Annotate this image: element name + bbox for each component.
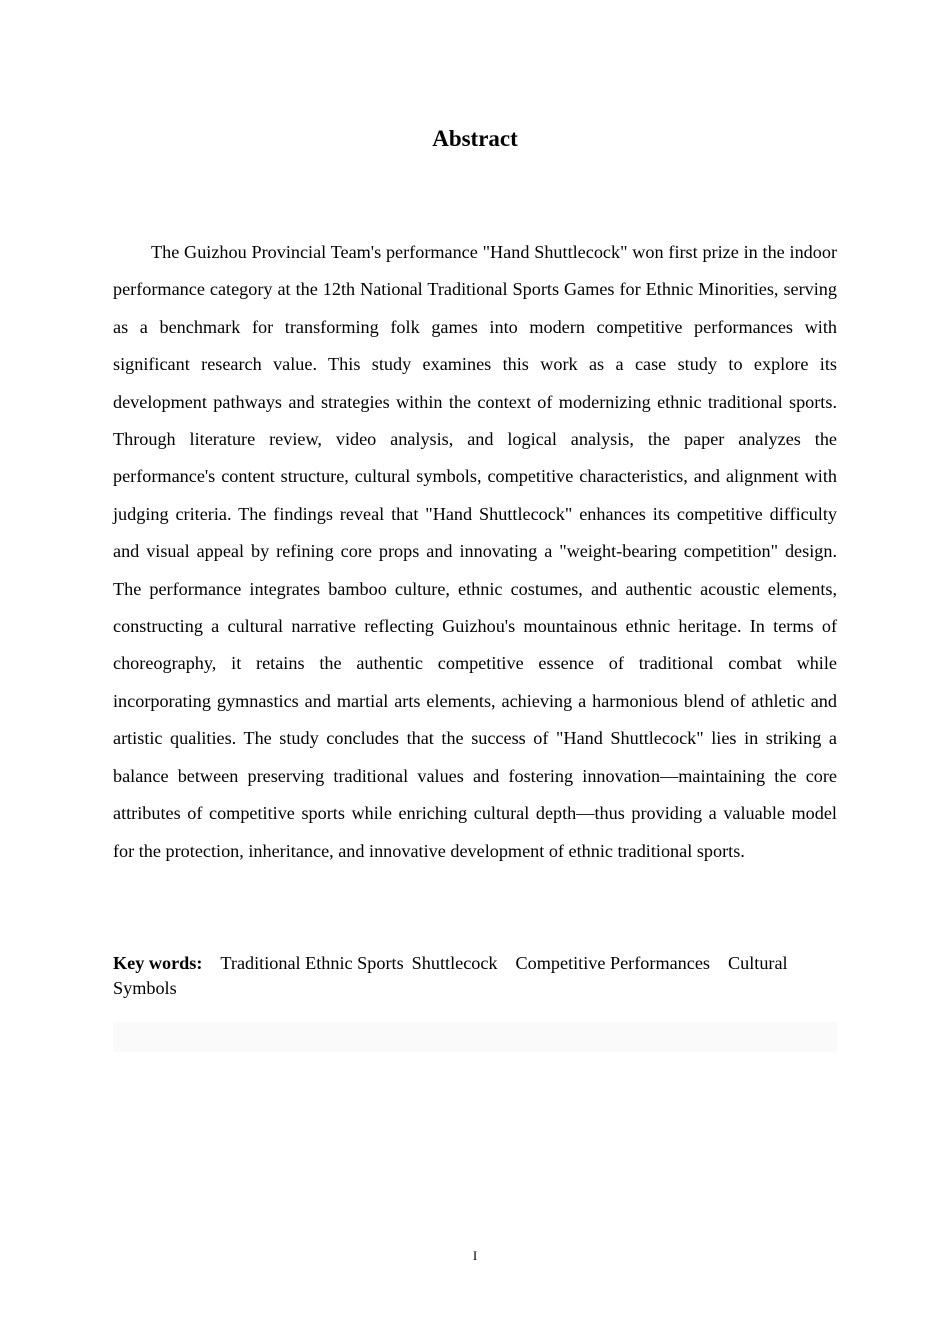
page-number: I [472,1248,478,1263]
keyword-item: Competitive Performances [515,953,710,973]
abstract-paragraph: The Guizhou Provincial Team's performance "Hand Shuttlecock" won first prize in the indoor performance category at the 12th National Traditional Sports Games for Ethnic Minorities, serving as a benchmark for transforming folk games into modern competitive performances with significant research value. This study examines this work as a case study to explore its development pathways and strategies within the context of modernizing ethnic traditional sports. Through literature review, video analysis, and logical analysis, the paper analyzes the performance's content structure, cultural symbols, competitive characteristics, and alignment with judging criteria. The findings reveal that "Hand Shuttlecock" enhances its competitive difficulty and visual appeal by refining core props and innovating a "weight-bearing competition" design. The performance integrates bamboo culture, ethnic costumes, and authentic acoustic elements, constructing a cultural narrative reflecting Guizhou's mountainous ethnic heritage. In terms of choreography, it retains the authentic competitive essence of traditional combat while incorporating gymnastics and martial arts elements, achieving a harmonious blend of athletic and artistic qualities. The study concludes that the success of "Hand Shuttlecock" lies in striking a balance between preserving traditional values and fostering innovation—maintaining the core attributes of competitive sports while enriching cultural depth—thus providing a valuable model for the protection, inheritance, and innovative development of ethnic traditional sports. [113,242,837,861]
keyword-item: Traditional Ethnic Sports [220,953,404,973]
shaded-band [113,1022,837,1052]
keyword-item: Shuttlecock [411,953,498,973]
keyword-item: Cultural Symbols [113,953,788,998]
page-title: Abstract [432,126,518,151]
keywords-line [113,951,837,1001]
keywords-label: Key words: [113,953,203,973]
